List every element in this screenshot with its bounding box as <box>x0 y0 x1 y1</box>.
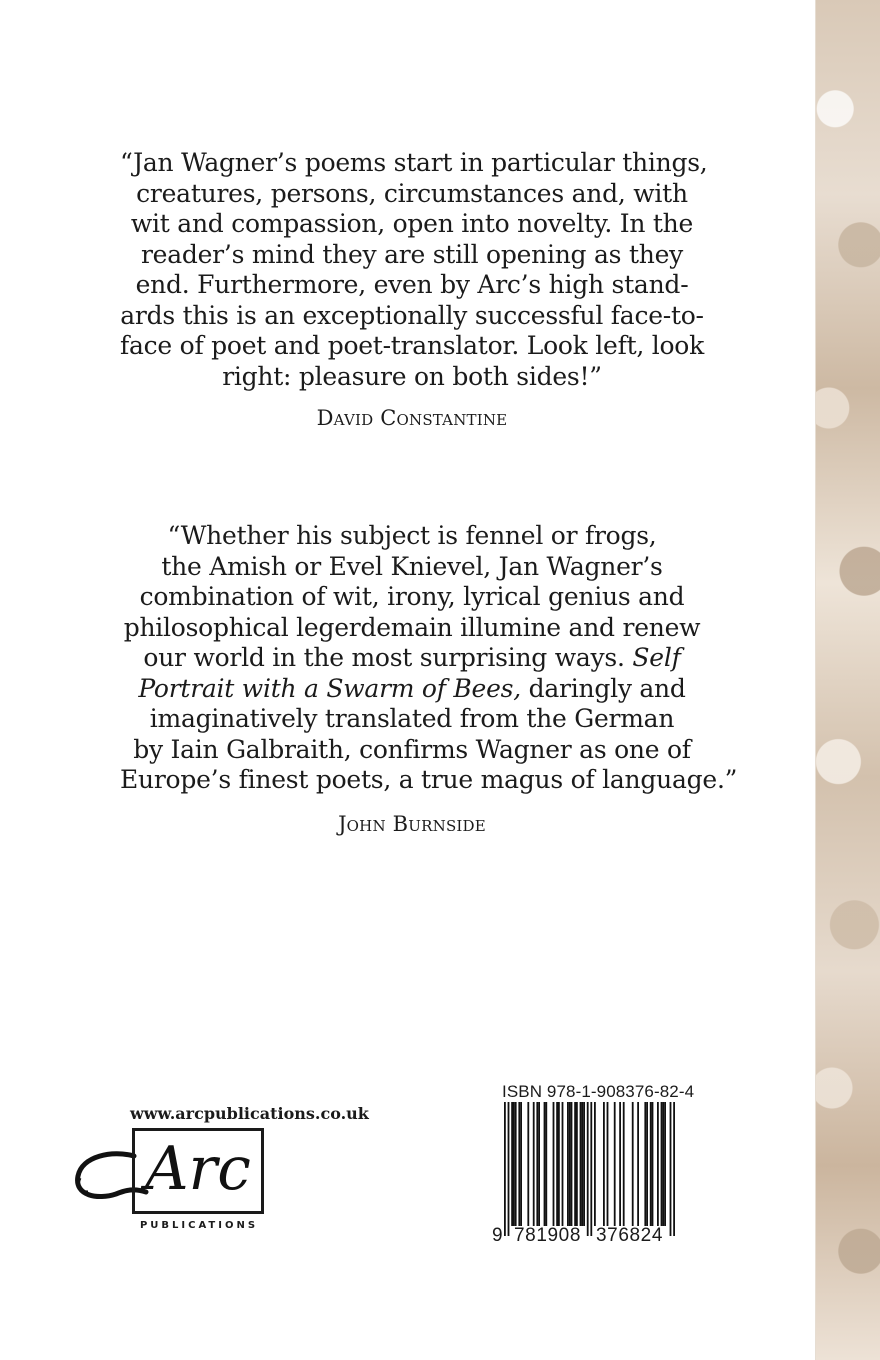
quote-line: Europe’s finest poets, a true magus of language.” <box>120 765 738 794</box>
quote-line: “Jan Wagner’s poems start in particular things, <box>120 148 708 177</box>
barcode-bar <box>619 1102 621 1226</box>
barcode-guard-bar <box>504 1102 506 1236</box>
barcode-bar <box>614 1102 616 1226</box>
logo-wordmark: Arc <box>145 1134 251 1204</box>
quote-line: by Iain Galbraith, confirms Wagner as one of <box>133 734 691 764</box>
barcode-bar <box>569 1102 571 1226</box>
barcode-bar <box>520 1102 522 1226</box>
barcode-bar <box>580 1102 582 1226</box>
barcode-bar <box>558 1102 560 1226</box>
barcode-bar <box>644 1102 646 1226</box>
barcode-bar <box>652 1102 654 1226</box>
logo-subtitle: PUBLICATIONS <box>139 1220 259 1231</box>
quote-line: the Amish or Evel Knievel, Jan Wagner’s <box>161 551 663 581</box>
barcode-bar <box>583 1102 585 1226</box>
quote-line: philosophical legerdemain illumine and renew <box>123 612 701 642</box>
marbled-edge-strip <box>815 0 880 1360</box>
barcode-guard-bar <box>590 1102 592 1236</box>
barcode-bar <box>657 1102 659 1226</box>
barcode-bar <box>607 1102 609 1226</box>
quote-line: combination of wit, irony, lyrical genius and <box>139 582 685 611</box>
barcode-bar <box>513 1102 515 1226</box>
barcode-guard-bar <box>670 1102 672 1236</box>
quote-line: creatures, persons, circumstances and, with <box>136 178 688 208</box>
barcode-bar <box>515 1102 517 1226</box>
barcode-bar <box>581 1102 583 1226</box>
barcode-bar <box>576 1102 578 1226</box>
barcode-bar <box>574 1102 576 1226</box>
quote-constantine <box>120 148 708 392</box>
publisher-website: www.arcpublications.co.uk <box>130 1104 369 1123</box>
isbn-barcode <box>490 1102 686 1248</box>
barcode-bar <box>662 1102 664 1226</box>
barcode-bar <box>571 1102 573 1226</box>
barcode-bar <box>544 1102 546 1226</box>
barcode-bar <box>538 1102 540 1226</box>
quote-line: end. Furthermore, even by Arc’s high stand- <box>135 270 689 299</box>
barcode-bar <box>650 1102 652 1226</box>
barcode-bar <box>536 1102 538 1226</box>
barcode-bar <box>562 1102 564 1226</box>
barcode-digit-first: 9 <box>492 1225 503 1246</box>
quote-burnside <box>120 521 738 796</box>
quote-line: “Whether his subject is fennel or frogs, <box>167 521 657 550</box>
quote-line <box>120 643 704 674</box>
barcode-bar <box>623 1102 625 1226</box>
quote-text: daringly and <box>520 673 686 703</box>
book-title-part: Portrait with a Swarm of Bees, <box>138 673 521 703</box>
quote-line: reader’s mind they are still opening as they <box>140 239 684 269</box>
barcode-bar <box>511 1102 513 1226</box>
quote-author-burnside: John Burnside <box>338 812 486 836</box>
barcode-bar <box>603 1102 605 1226</box>
barcode-bar <box>637 1102 639 1226</box>
barcode-bar <box>632 1102 634 1226</box>
quote-line <box>120 674 704 705</box>
barcode-bar <box>533 1102 535 1226</box>
barcode-bar <box>646 1102 648 1226</box>
barcode-bar <box>567 1102 569 1226</box>
barcode-guard-bar <box>587 1102 589 1236</box>
quote-author-constantine: David Constantine <box>316 406 508 430</box>
quote-text: our world in the most surprising ways. <box>143 643 633 672</box>
barcode-bar <box>594 1102 596 1226</box>
publisher-logo <box>72 1128 272 1238</box>
barcode-bar <box>545 1102 547 1226</box>
barcode-bar <box>661 1102 663 1226</box>
barcode-bar <box>553 1102 555 1226</box>
barcode-bar <box>527 1102 529 1226</box>
barcode-digits-right: 376824 <box>596 1225 664 1246</box>
barcode-digits-left: 781908 <box>514 1225 582 1246</box>
quote-line: right: pleasure on both sides!” <box>222 361 602 391</box>
barcode-bar <box>664 1102 666 1226</box>
barcode-guard-bar <box>508 1102 510 1236</box>
quote-line: ards this is an exceptionally successful face-to- <box>120 300 704 330</box>
barcode-bar <box>556 1102 558 1226</box>
barcode-bar <box>518 1102 520 1226</box>
barcode-guard-bar <box>673 1102 675 1236</box>
book-title-part: Self <box>632 643 681 672</box>
quote-line: wit and compassion, open into novelty. In the <box>130 209 694 238</box>
isbn-label: ISBN 978-1-908376-82-4 <box>502 1082 695 1101</box>
quote-line: imaginatively translated from the German <box>149 704 675 733</box>
quote-line: face of poet and poet-translator. Look left, look <box>120 331 705 360</box>
